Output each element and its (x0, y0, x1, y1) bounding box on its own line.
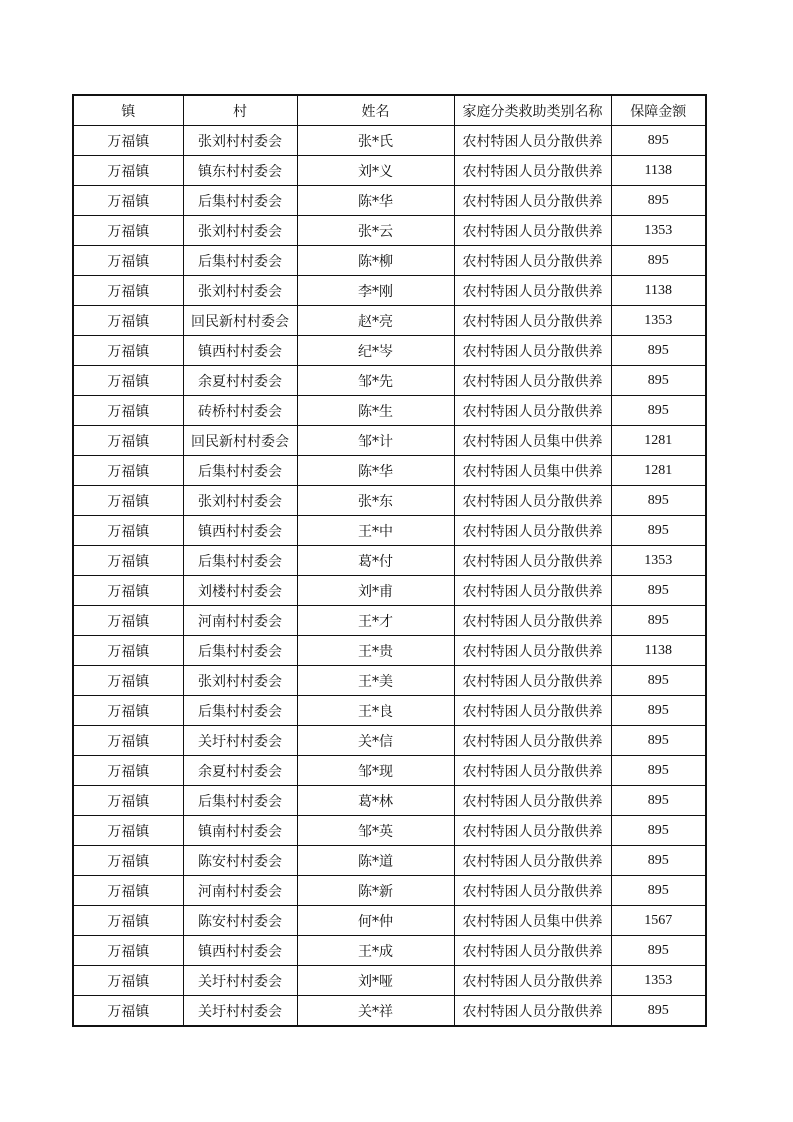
table-row (73, 396, 706, 426)
cell-category: 农村特困人员分散供养 (454, 546, 611, 576)
cell-name: 陈*华 (297, 186, 454, 216)
cell-amount: 1353 (611, 546, 706, 576)
cell-amount: 895 (611, 606, 706, 636)
table-header-row (73, 95, 706, 126)
cell-town: 万福镇 (73, 786, 183, 816)
cell-village: 关圩村村委会 (183, 996, 297, 1027)
cell-amount: 1567 (611, 906, 706, 936)
cell-amount: 1353 (611, 966, 706, 996)
cell-category: 农村特困人员集中供养 (454, 426, 611, 456)
cell-name: 葛*林 (297, 786, 454, 816)
table-row (73, 186, 706, 216)
cell-name: 张*东 (297, 486, 454, 516)
table-row (73, 426, 706, 456)
cell-village: 河南村村委会 (183, 606, 297, 636)
cell-category: 农村特困人员分散供养 (454, 156, 611, 186)
cell-village: 张刘村村委会 (183, 126, 297, 156)
cell-name: 陈*华 (297, 456, 454, 486)
cell-village: 回民新村村委会 (183, 306, 297, 336)
cell-name: 李*刚 (297, 276, 454, 306)
cell-amount: 895 (611, 696, 706, 726)
cell-category: 农村特困人员分散供养 (454, 516, 611, 546)
cell-town: 万福镇 (73, 186, 183, 216)
cell-amount: 895 (611, 516, 706, 546)
cell-village: 张刘村村委会 (183, 216, 297, 246)
cell-name: 张*氏 (297, 126, 454, 156)
cell-name: 刘*哑 (297, 966, 454, 996)
cell-category: 农村特困人员分散供养 (454, 366, 611, 396)
table-row (73, 936, 706, 966)
cell-category: 农村特困人员集中供养 (454, 456, 611, 486)
cell-town: 万福镇 (73, 336, 183, 366)
cell-category: 农村特困人员分散供养 (454, 126, 611, 156)
cell-amount: 895 (611, 666, 706, 696)
cell-village: 陈安村村委会 (183, 846, 297, 876)
cell-town: 万福镇 (73, 756, 183, 786)
cell-category: 农村特困人员分散供养 (454, 216, 611, 246)
cell-village: 关圩村村委会 (183, 966, 297, 996)
header-amount: 保障金额 (611, 95, 706, 126)
cell-village: 后集村村委会 (183, 186, 297, 216)
cell-category: 农村特困人员分散供养 (454, 246, 611, 276)
cell-amount: 895 (611, 876, 706, 906)
cell-town: 万福镇 (73, 666, 183, 696)
cell-amount: 1138 (611, 156, 706, 186)
table-row (73, 276, 706, 306)
table-row (73, 126, 706, 156)
table-row (73, 216, 706, 246)
cell-village: 镇南村村委会 (183, 816, 297, 846)
table-row (73, 336, 706, 366)
cell-village: 陈安村村委会 (183, 906, 297, 936)
cell-village: 镇西村村委会 (183, 516, 297, 546)
table-row (73, 156, 706, 186)
table-row (73, 516, 706, 546)
cell-amount: 895 (611, 726, 706, 756)
cell-village: 砖桥村村委会 (183, 396, 297, 426)
cell-name: 邹*计 (297, 426, 454, 456)
cell-category: 农村特困人员分散供养 (454, 186, 611, 216)
table-row (73, 966, 706, 996)
cell-name: 葛*付 (297, 546, 454, 576)
cell-category: 农村特困人员分散供养 (454, 396, 611, 426)
cell-category: 农村特困人员分散供养 (454, 576, 611, 606)
cell-category: 农村特困人员分散供养 (454, 696, 611, 726)
cell-village: 关圩村村委会 (183, 726, 297, 756)
cell-town: 万福镇 (73, 966, 183, 996)
cell-name: 关*信 (297, 726, 454, 756)
cell-name: 邹*英 (297, 816, 454, 846)
cell-town: 万福镇 (73, 486, 183, 516)
table-row (73, 756, 706, 786)
cell-village: 河南村村委会 (183, 876, 297, 906)
table-row (73, 876, 706, 906)
cell-town: 万福镇 (73, 246, 183, 276)
header-name: 姓名 (297, 95, 454, 126)
cell-name: 王*美 (297, 666, 454, 696)
cell-category: 农村特困人员分散供养 (454, 306, 611, 336)
cell-town: 万福镇 (73, 456, 183, 486)
table-body (73, 126, 706, 1027)
table-row (73, 546, 706, 576)
cell-town: 万福镇 (73, 606, 183, 636)
cell-category: 农村特困人员分散供养 (454, 936, 611, 966)
cell-amount: 1281 (611, 426, 706, 456)
cell-town: 万福镇 (73, 546, 183, 576)
cell-town: 万福镇 (73, 396, 183, 426)
cell-amount: 895 (611, 996, 706, 1027)
cell-amount: 1138 (611, 636, 706, 666)
cell-amount: 895 (611, 486, 706, 516)
cell-category: 农村特困人员集中供养 (454, 906, 611, 936)
table-row (73, 366, 706, 396)
table-row (73, 636, 706, 666)
cell-name: 陈*柳 (297, 246, 454, 276)
cell-town: 万福镇 (73, 366, 183, 396)
cell-name: 刘*义 (297, 156, 454, 186)
header-village: 村 (183, 95, 297, 126)
cell-village: 刘楼村村委会 (183, 576, 297, 606)
table-row (73, 816, 706, 846)
cell-category: 农村特困人员分散供养 (454, 636, 611, 666)
assistance-table-sheet (72, 94, 705, 1027)
cell-town: 万福镇 (73, 276, 183, 306)
cell-town: 万福镇 (73, 516, 183, 546)
cell-amount: 895 (611, 786, 706, 816)
cell-village: 回民新村村委会 (183, 426, 297, 456)
cell-name: 王*中 (297, 516, 454, 546)
cell-name: 陈*生 (297, 396, 454, 426)
cell-category: 农村特困人员分散供养 (454, 786, 611, 816)
cell-amount: 895 (611, 336, 706, 366)
cell-name: 王*贵 (297, 636, 454, 666)
cell-category: 农村特困人员分散供养 (454, 996, 611, 1027)
table-row (73, 846, 706, 876)
cell-village: 后集村村委会 (183, 546, 297, 576)
cell-town: 万福镇 (73, 876, 183, 906)
cell-category: 农村特困人员分散供养 (454, 606, 611, 636)
cell-village: 张刘村村委会 (183, 486, 297, 516)
table-row (73, 576, 706, 606)
cell-name: 邹*先 (297, 366, 454, 396)
cell-village: 后集村村委会 (183, 246, 297, 276)
cell-amount: 895 (611, 846, 706, 876)
cell-amount: 1353 (611, 306, 706, 336)
cell-town: 万福镇 (73, 576, 183, 606)
cell-name: 赵*亮 (297, 306, 454, 336)
cell-town: 万福镇 (73, 696, 183, 726)
cell-name: 何*仲 (297, 906, 454, 936)
cell-village: 后集村村委会 (183, 786, 297, 816)
cell-town: 万福镇 (73, 306, 183, 336)
cell-amount: 895 (611, 936, 706, 966)
header-town: 镇 (73, 95, 183, 126)
cell-category: 农村特困人员分散供养 (454, 816, 611, 846)
table-row (73, 996, 706, 1027)
cell-village: 后集村村委会 (183, 696, 297, 726)
cell-category: 农村特困人员分散供养 (454, 276, 611, 306)
cell-category: 农村特困人员分散供养 (454, 966, 611, 996)
header-category: 家庭分类救助类别名称 (454, 95, 611, 126)
cell-village: 张刘村村委会 (183, 276, 297, 306)
cell-name: 刘*甫 (297, 576, 454, 606)
cell-town: 万福镇 (73, 996, 183, 1027)
cell-amount: 895 (611, 186, 706, 216)
cell-village: 后集村村委会 (183, 636, 297, 666)
table-row (73, 456, 706, 486)
cell-amount: 895 (611, 396, 706, 426)
cell-name: 纪*岑 (297, 336, 454, 366)
cell-name: 关*祥 (297, 996, 454, 1027)
cell-category: 农村特困人员分散供养 (454, 756, 611, 786)
cell-amount: 895 (611, 126, 706, 156)
cell-town: 万福镇 (73, 156, 183, 186)
assistance-table (72, 94, 707, 1027)
cell-amount: 895 (611, 756, 706, 786)
cell-category: 农村特困人员分散供养 (454, 726, 611, 756)
cell-category: 农村特困人员分散供养 (454, 336, 611, 366)
cell-town: 万福镇 (73, 216, 183, 246)
cell-town: 万福镇 (73, 636, 183, 666)
cell-town: 万福镇 (73, 126, 183, 156)
cell-village: 余夏村村委会 (183, 366, 297, 396)
cell-amount: 895 (611, 576, 706, 606)
cell-name: 陈*新 (297, 876, 454, 906)
table-row (73, 666, 706, 696)
cell-village: 镇东村村委会 (183, 156, 297, 186)
table-row (73, 726, 706, 756)
table-row (73, 786, 706, 816)
cell-amount: 895 (611, 816, 706, 846)
table-row (73, 486, 706, 516)
table-row (73, 306, 706, 336)
cell-town: 万福镇 (73, 816, 183, 846)
cell-town: 万福镇 (73, 936, 183, 966)
cell-name: 王*成 (297, 936, 454, 966)
cell-village: 张刘村村委会 (183, 666, 297, 696)
table-row (73, 906, 706, 936)
cell-amount: 895 (611, 246, 706, 276)
cell-name: 陈*道 (297, 846, 454, 876)
cell-name: 邹*现 (297, 756, 454, 786)
cell-village: 镇西村村委会 (183, 936, 297, 966)
table-row (73, 606, 706, 636)
cell-category: 农村特困人员分散供养 (454, 876, 611, 906)
cell-town: 万福镇 (73, 426, 183, 456)
cell-category: 农村特困人员分散供养 (454, 486, 611, 516)
cell-town: 万福镇 (73, 726, 183, 756)
cell-amount: 1353 (611, 216, 706, 246)
table-row (73, 246, 706, 276)
cell-town: 万福镇 (73, 906, 183, 936)
table-row (73, 696, 706, 726)
cell-name: 王*良 (297, 696, 454, 726)
cell-village: 后集村村委会 (183, 456, 297, 486)
cell-name: 张*云 (297, 216, 454, 246)
cell-category: 农村特困人员分散供养 (454, 666, 611, 696)
cell-village: 镇西村村委会 (183, 336, 297, 366)
cell-town: 万福镇 (73, 846, 183, 876)
cell-amount: 1138 (611, 276, 706, 306)
cell-amount: 895 (611, 366, 706, 396)
cell-name: 王*才 (297, 606, 454, 636)
cell-village: 余夏村村委会 (183, 756, 297, 786)
cell-amount: 1281 (611, 456, 706, 486)
cell-category: 农村特困人员分散供养 (454, 846, 611, 876)
